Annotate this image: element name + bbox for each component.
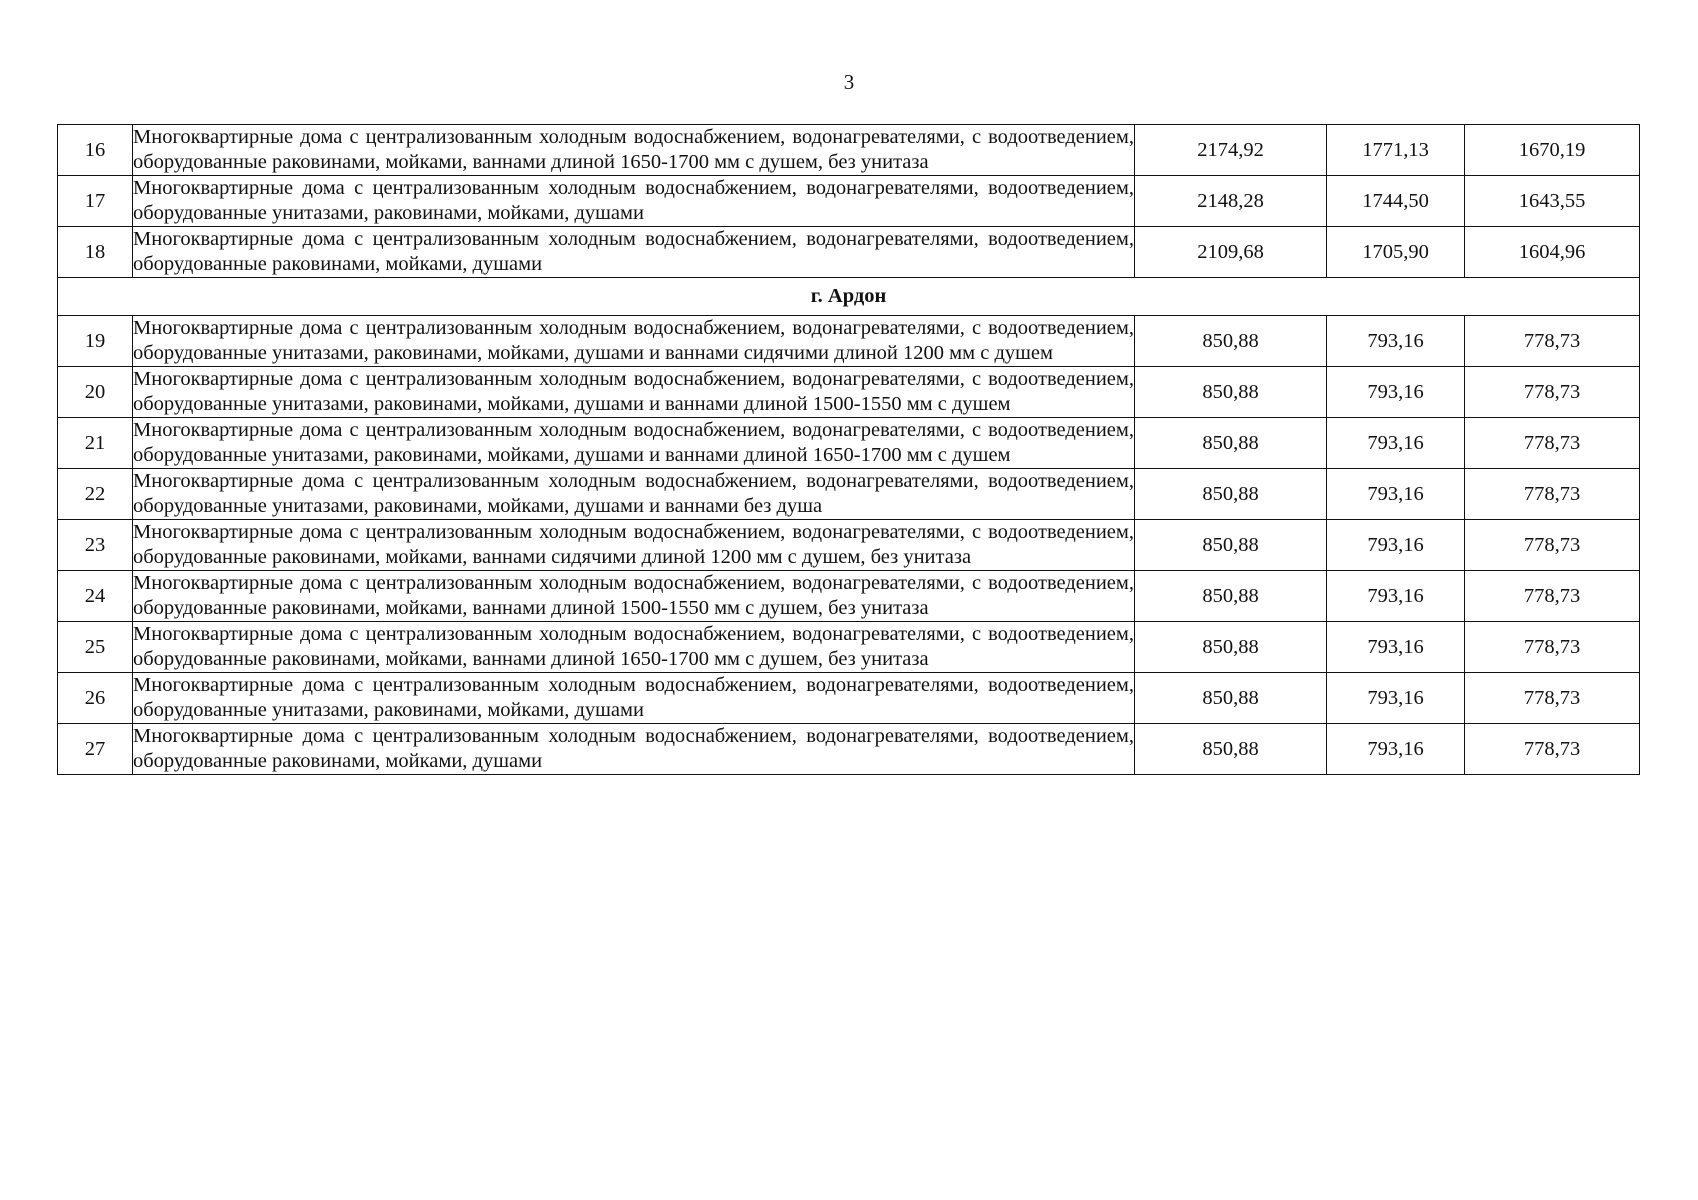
row-number: 21 xyxy=(58,418,133,469)
tariff-value-1: 850,88 xyxy=(1135,316,1327,367)
row-number: 25 xyxy=(58,622,133,673)
tariff-value-1: 850,88 xyxy=(1135,520,1327,571)
section-title: г. Ардон xyxy=(58,278,1640,316)
section-header-body xyxy=(58,278,1640,316)
tariff-value-3: 778,73 xyxy=(1465,673,1640,724)
table-row xyxy=(58,520,1640,571)
section-header-row xyxy=(58,278,1640,316)
table-body-top xyxy=(58,125,1640,278)
tariff-value-3: 778,73 xyxy=(1465,469,1640,520)
tariff-value-2: 793,16 xyxy=(1327,418,1465,469)
tariff-value-1: 2174,92 xyxy=(1135,125,1327,176)
row-description: Многоквартирные дома с централизованным холодным водоснабжением, водонагревателями, водоотведением, оборудованные унитазами, раковинами, мойками, душами xyxy=(133,176,1135,227)
tariff-value-1: 850,88 xyxy=(1135,571,1327,622)
row-description: Многоквартирные дома с централизованным холодным водоснабжением, водонагревателями, водоотведением, оборудованные унитазами, раковинами, мойками, душами xyxy=(133,673,1135,724)
tariff-value-2: 793,16 xyxy=(1327,571,1465,622)
tariff-value-2: 793,16 xyxy=(1327,673,1465,724)
row-number: 26 xyxy=(58,673,133,724)
row-description: Многоквартирные дома с централизованным холодным водоснабжением, водонагревателями, с водоотведением, оборудованные раковинами, мойками, ваннами длиной 1650-1700 мм с душем, без унитаза xyxy=(133,125,1135,176)
tariff-value-2: 1744,50 xyxy=(1327,176,1465,227)
row-number: 19 xyxy=(58,316,133,367)
row-description: Многоквартирные дома с централизованным холодным водоснабжением, водонагревателями, с водоотведением, оборудованные раковинами, мойками, ваннами длиной 1500-1550 мм с душем, без унитаза xyxy=(133,571,1135,622)
row-description: Многоквартирные дома с централизованным холодным водоснабжением, водонагревателями, водоотведением, оборудованные унитазами, раковинами, мойками, душами и ваннами без душа xyxy=(133,469,1135,520)
row-number: 24 xyxy=(58,571,133,622)
table-row xyxy=(58,724,1640,775)
tariff-value-2: 793,16 xyxy=(1327,367,1465,418)
row-number: 23 xyxy=(58,520,133,571)
page-number: 3 xyxy=(843,70,855,94)
row-description: Многоквартирные дома с централизованным холодным водоснабжением, водонагревателями, с водоотведением, оборудованные раковинами, мойками, ваннами длиной 1650-1700 мм с душем, без унитаза xyxy=(133,622,1135,673)
tariff-value-1: 850,88 xyxy=(1135,724,1327,775)
table-row xyxy=(58,316,1640,367)
tariff-value-2: 793,16 xyxy=(1327,469,1465,520)
row-description: Многоквартирные дома с централизованным холодным водоснабжением, водонагревателями, с водоотведением, оборудованные унитазами, раковинами, мойками, душами и ваннами сидячими длиной 1200 мм с душем xyxy=(133,316,1135,367)
tariff-value-3: 1670,19 xyxy=(1465,125,1640,176)
row-number: 22 xyxy=(58,469,133,520)
row-number: 17 xyxy=(58,176,133,227)
tariff-value-3: 778,73 xyxy=(1465,571,1640,622)
row-number: 16 xyxy=(58,125,133,176)
table-row xyxy=(58,125,1640,176)
tariff-value-1: 850,88 xyxy=(1135,367,1327,418)
tariff-value-2: 793,16 xyxy=(1327,622,1465,673)
tariff-value-3: 778,73 xyxy=(1465,622,1640,673)
tariff-value-1: 850,88 xyxy=(1135,418,1327,469)
tariff-value-1: 850,88 xyxy=(1135,673,1327,724)
tariff-value-3: 778,73 xyxy=(1465,316,1640,367)
row-description: Многоквартирные дома с централизованным холодным водоснабжением, водонагревателями, с водоотведением, оборудованные раковинами, мойками, ваннами сидячими длиной 1200 мм с душем, без унитаза xyxy=(133,520,1135,571)
table-row xyxy=(58,367,1640,418)
tariff-value-3: 778,73 xyxy=(1465,367,1640,418)
table-row xyxy=(58,673,1640,724)
tariff-value-2: 793,16 xyxy=(1327,316,1465,367)
table-body-section xyxy=(58,316,1640,775)
tariff-value-2: 793,16 xyxy=(1327,724,1465,775)
table-row xyxy=(58,469,1640,520)
tariff-value-2: 1705,90 xyxy=(1327,227,1465,278)
table-row xyxy=(58,227,1640,278)
row-description: Многоквартирные дома с централизованным холодным водоснабжением, водонагревателями, с водоотведением, оборудованные унитазами, раковинами, мойками, душами и ваннами длиной 1500-1550 мм с душем xyxy=(133,367,1135,418)
tariff-value-1: 850,88 xyxy=(1135,622,1327,673)
table-row xyxy=(58,176,1640,227)
tariff-value-3: 1643,55 xyxy=(1465,176,1640,227)
row-number: 27 xyxy=(58,724,133,775)
tariff-value-3: 778,73 xyxy=(1465,520,1640,571)
table-row xyxy=(58,418,1640,469)
row-description: Многоквартирные дома с централизованным холодным водоснабжением, водонагревателями, с водоотведением, оборудованные унитазами, раковинами, мойками, душами и ваннами длиной 1650-1700 мм с душем xyxy=(133,418,1135,469)
row-description: Многоквартирные дома с централизованным холодным водоснабжением, водонагревателями, водоотведением, оборудованные раковинами, мойками, душами xyxy=(133,724,1135,775)
tariff-value-3: 778,73 xyxy=(1465,724,1640,775)
row-description: Многоквартирные дома с централизованным холодным водоснабжением, водонагревателями, водоотведением, оборудованные раковинами, мойками, душами xyxy=(133,227,1135,278)
tariff-value-1: 2109,68 xyxy=(1135,227,1327,278)
tariff-value-1: 2148,28 xyxy=(1135,176,1327,227)
row-number: 18 xyxy=(58,227,133,278)
tariff-value-2: 1771,13 xyxy=(1327,125,1465,176)
table-row xyxy=(58,571,1640,622)
tariff-value-3: 778,73 xyxy=(1465,418,1640,469)
tariff-value-2: 793,16 xyxy=(1327,520,1465,571)
tariff-value-3: 1604,96 xyxy=(1465,227,1640,278)
tariff-value-1: 850,88 xyxy=(1135,469,1327,520)
table-row xyxy=(58,622,1640,673)
tariff-table xyxy=(57,124,1640,775)
row-number: 20 xyxy=(58,367,133,418)
